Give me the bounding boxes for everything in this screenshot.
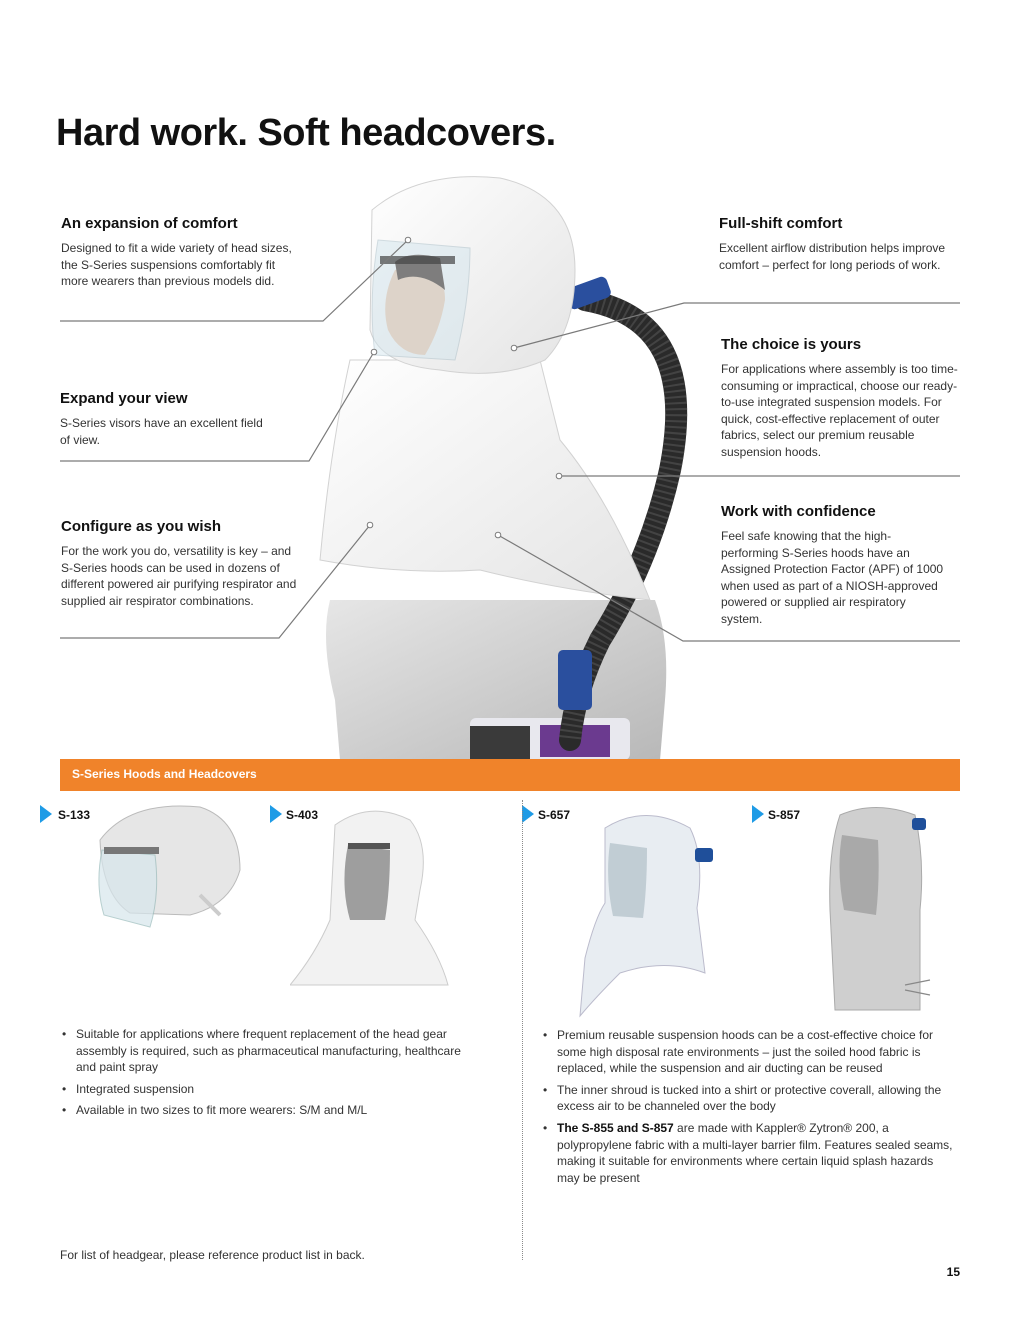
column-divider [522, 800, 523, 1260]
callout-confidence [721, 503, 946, 628]
callout-heading: Full-shift comfort [719, 215, 843, 232]
callout-view [60, 390, 275, 448]
product-image-s657 [565, 808, 725, 1018]
section-band [60, 759, 960, 791]
list-item-text: are made with Kappler® Zytron® 200, a polypropylene fabric with a multi-layer barrier film. Features sealed seams, making it suitable for environments where certain liquid splash hazards may be present [557, 1120, 953, 1185]
callout-body: Designed to fit a wide variety of head sizes, the S-Series suspensions comfortably fit more wearers than previous models did. [61, 241, 292, 289]
callout-configure [61, 518, 297, 609]
product-label-s657: S-657 [538, 808, 571, 822]
s403-marker-icon [270, 805, 282, 823]
left-bullet-list [60, 1026, 480, 1124]
product-label-s857: S-857 [768, 808, 801, 822]
product-label-s403: S-403 [286, 808, 319, 822]
callout-body: Excellent airflow distribution helps improve comfort – perfect for long periods of work. [719, 241, 946, 272]
list-item [541, 1120, 956, 1186]
callout-body: S-Series visors have an excellent field of view. [60, 416, 263, 447]
product-label-s133: S-133 [58, 808, 91, 822]
callout-heading: Work with confidence [721, 503, 876, 520]
list-item: • The inner shroud is tucked into a shirt or protective coverall, allowing the excess air to be channeled over the body [541, 1082, 956, 1115]
product-image-s857 [820, 800, 940, 1020]
section-band-label: S-Series Hoods and Headcovers [72, 767, 257, 781]
breathing-hose [570, 300, 676, 740]
callout-heading: Configure as you wish [61, 518, 222, 535]
callout-heading: The choice is yours [721, 336, 862, 353]
callout-heading: Expand your view [60, 390, 188, 407]
list-item-lead: The S-855 and S-857 [557, 1120, 674, 1135]
hood-head [370, 177, 575, 374]
page-title: Hard work. Soft headcovers. [56, 112, 556, 154]
papr-battery [470, 718, 630, 760]
hood-cape [320, 360, 650, 600]
callout-body: For applications where assembly is too time-consuming or impractical, choose our ready-to-use integrated suspension models. For quick, cost-effective replacement of outer fabrics, select our premium reusable suspension hoods. [721, 362, 958, 459]
product-image-s133 [90, 795, 250, 930]
page-number: 15 [946, 1265, 960, 1279]
list-item: • Integrated suspension [60, 1081, 480, 1098]
visor [372, 240, 470, 360]
callout-body: For the work you do, versatility is key – and S-Series hoods can be used in dozens of different powered air purifying respirator and supplied air respirator combinations. [61, 544, 297, 608]
callout-choice [721, 336, 966, 461]
right-bullet-list [541, 1027, 956, 1191]
s657-marker-icon [522, 805, 534, 823]
product-image-s403 [290, 805, 450, 990]
list-item: • Premium reusable suspension hoods can be a cost-effective choice for some high disposal rate environments – just the soiled hood fabric is replaced, while the suspension and air ducting can be reused [541, 1027, 956, 1077]
face [385, 262, 445, 355]
callout-expansion [61, 215, 301, 290]
footnote: For list of headgear, please reference product list in back. [60, 1248, 365, 1262]
s857-marker-icon [752, 805, 764, 823]
coverall-suit [326, 600, 666, 760]
s133-marker-icon [40, 805, 52, 823]
list-item: • Suitable for applications where frequent replacement of the head gear assembly is required, such as pharmaceutical manufacturing, healthcare and paint spray [60, 1026, 480, 1076]
callout-body: Feel safe knowing that the high-performing S-Series hoods have an Assigned Protection Factor (APF) of 1000 when used as part of a NIOSH-approved powered or supplied air respiratory system. [721, 529, 944, 626]
list-item: • Available in two sizes to fit more wearers: S/M and M/L [60, 1102, 480, 1119]
callout-fullshift [719, 215, 949, 273]
callout-heading: An expansion of comfort [61, 215, 238, 232]
